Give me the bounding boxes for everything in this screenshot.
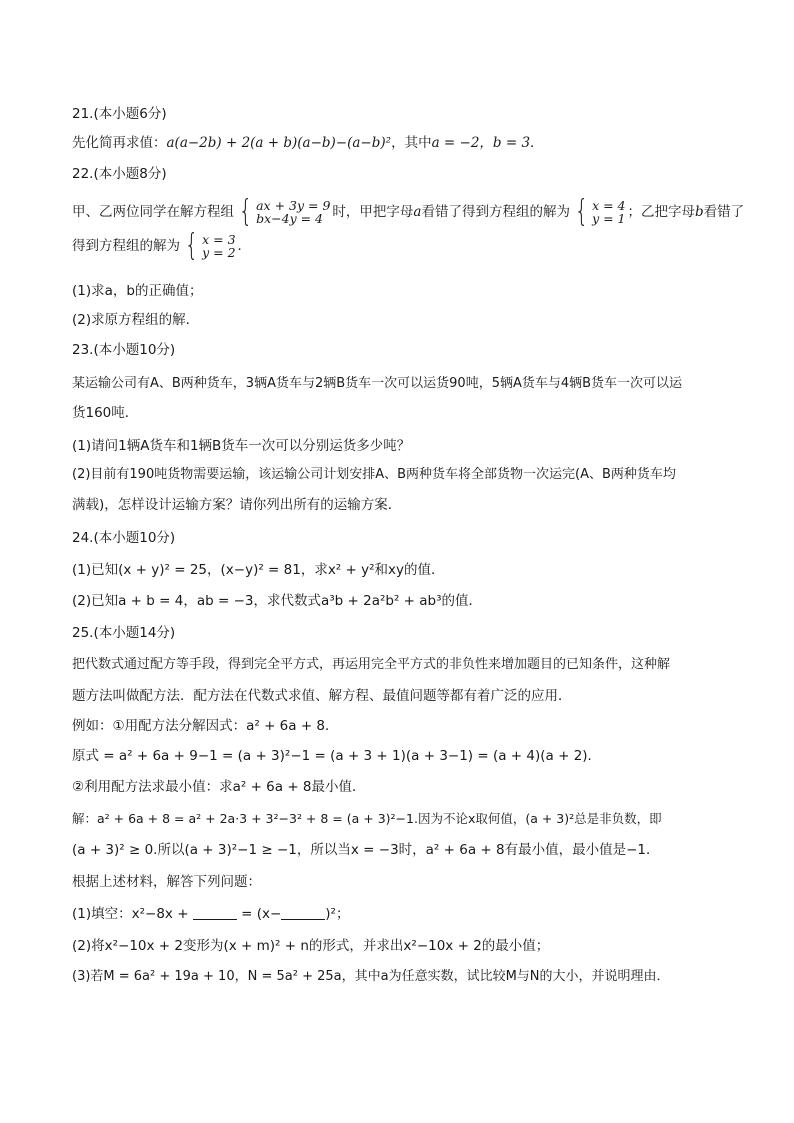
q22-letter-b: b (695, 204, 704, 220)
q25-example1-solution: 原式 = a² + 6a + 9−1 = (a + 3)²−1 = (a + 3 + 1)(a + 3−1) = (a + 4)(a + 2)． (72, 748, 602, 764)
q23-sub2-line2: 满载)，怎样设计运输方案？请你列出所有的运输方案． (72, 497, 402, 513)
q22-p1: 甲、乙两位同学在解方程组 (72, 204, 234, 220)
q21-pre: 先化简再求值： (72, 135, 167, 151)
q21-statement (72, 133, 544, 153)
q21-expr: a(a−2b) + 2(a + b)(a−b)−(a−b)² (166, 135, 392, 151)
q25-sub1-a: (1)填空：x²−8x + (72, 906, 193, 922)
q25-sub1-b: = (x− (236, 906, 282, 922)
q22-equation-system: { ax + 3y = 9 bx−4y = 4 (238, 194, 331, 229)
q22-p3: 看错了得到方程组的解为 (421, 204, 570, 220)
q25-example1: 例如：①用配方法分解因式：a² + 6a + 8． (72, 718, 339, 734)
q22-solution-1: { x = 4 y = 1 (574, 194, 626, 229)
q25-line1: 把代数式通过配方等手段，得到完全平方式，再运用完全平方式的非负性来增加题目的已知条件，这种解 (72, 657, 671, 672)
q22-sub2: (2)求原方程组的解． (72, 312, 200, 328)
q21-end: ． (530, 135, 544, 151)
q25-sub2: (2)将x²−10x + 2变形为(x + m)² + n的形式，并求出x²−10x + 2的最小值； (72, 938, 550, 954)
q22-p2: 时，甲把字母 (332, 204, 414, 220)
q22-statement-line1 (72, 194, 745, 229)
q21-cond: a = −2，b = 3 (431, 135, 531, 151)
q22-s2y: y = 2 (202, 245, 236, 260)
q25-example2: ②利用配方法求最小值：求a² + 6a + 8最小值． (72, 779, 366, 795)
q24-sub1: (1)已知(x + y)² = 25，(x−y)² = 81，求x² + y²和xy的值． (72, 562, 445, 578)
q25-sub3: (3)若M = 6a² + 19a + 10，N = 5a² + 25a，其中a为任意实数，试比较M与N的大小，并说明理由． (72, 969, 670, 984)
q25-blank-2[interactable] (281, 905, 325, 920)
q25-intro: 根据上述材料，解答下列问题： (72, 874, 261, 890)
q23-line2: 货160吨． (72, 405, 139, 421)
q24-header: 24.(本小题10分) (72, 530, 176, 546)
q22-eq2: bx−4y = 4 (256, 211, 324, 226)
q22-s1x: x = 4 (592, 198, 626, 213)
q21-mid: ，其中 (391, 135, 432, 151)
q22-s2x: x = 3 (202, 232, 236, 247)
q23-sub1: (1)请问1辆A货车和1辆B货车一次可以分别运货多少吨？ (72, 438, 411, 454)
q22-letter-a: a (413, 204, 422, 220)
q25-header: 25.(本小题14分) (72, 625, 176, 641)
q25-line2: 题方法叫做配方法．配方法在代数式求值、解方程、最值问题等都有着广泛的应用． (72, 688, 572, 704)
q22-solution-2: { x = 3 y = 2 (184, 228, 236, 263)
q23-header: 23.(本小题10分) (72, 342, 176, 358)
q22-sub1: (1)求a，b的正确值； (72, 283, 203, 299)
q23-line1: 某运输公司有A、B两种货车，3辆A货车与2辆B货车一次可以运货90吨，5辆A货车与4辆B货车一次可以运 (72, 376, 683, 391)
q22-s1y: y = 1 (592, 211, 626, 226)
q25-solution-line1: 解：a² + 6a + 8 = a² + 2a·3 + 3²−3² + 8 = (a + 3)²−1.因为不论x取何值，(a + 3)²总是非负数，即 (72, 811, 662, 826)
q25-blank-1[interactable] (193, 905, 237, 920)
q22-l2pre: 得到方程组的解为 (72, 238, 180, 254)
q25-sub1-c: )²； (325, 906, 350, 922)
q23-sub2-line1: (2)目前有190吨货物需要运输，该运输公司计划安排A、B两种货车将全部货物一次运完(A、B两种货车均 (72, 467, 676, 482)
q25-sub1 (72, 904, 349, 924)
q22-p4: ；乙把字母 (627, 204, 695, 220)
q24-sub2: (2)已知a + b = 4，ab = −3，求代数式a³b + 2a²b² + ab³的值． (72, 593, 483, 609)
q22-l2end: ． (237, 238, 252, 254)
q21-header: 21.(本小题6分) (72, 106, 167, 122)
q22-statement-line2 (72, 228, 252, 263)
q22-eq1: ax + 3y = 9 (256, 198, 331, 213)
q22-header: 22.(本小题8分) (72, 166, 167, 182)
q22-p5: 看错了 (703, 204, 745, 220)
q25-solution-line2: (a + 3)² ≥ 0.所以(a + 3)²−1 ≥ −1，所以当x = −3时，a² + 6a + 8有最小值，最小值是−1． (72, 842, 660, 858)
